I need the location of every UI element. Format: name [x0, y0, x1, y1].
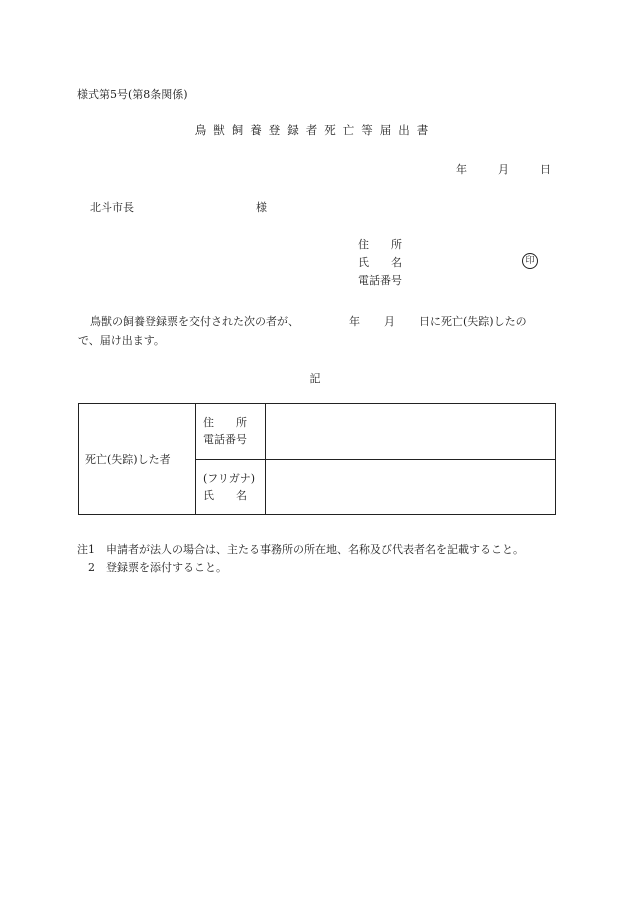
addressee-name: 北斗市長 — [90, 201, 134, 214]
date-year-label: 年 — [456, 163, 467, 176]
form-number: 様式第5号(第8条関係) — [77, 88, 188, 101]
date-day-label: 日 — [540, 163, 551, 176]
date-month-label: 月 — [498, 163, 509, 176]
deceased-name-label: 氏 名 — [203, 488, 247, 502]
deceased-row-label: 死亡(失踪)した者 — [79, 404, 196, 515]
page-title: 鳥獣飼養登録者死亡等届出書 — [194, 123, 436, 137]
applicant-phone-label: 電話番号 — [358, 274, 402, 287]
statement-month: 月 — [384, 315, 395, 328]
date-line — [456, 161, 551, 177]
deceased-phone-label: 電話番号 — [203, 433, 247, 447]
addressee-honorific: 様 — [256, 201, 267, 214]
deceased-address-label: 住 所 — [203, 416, 247, 430]
deceased-address-input[interactable] — [266, 404, 556, 460]
seal-icon: 印 — [522, 253, 538, 269]
ki-heading: 記 — [309, 372, 321, 385]
furigana-name-label-cell — [196, 459, 266, 515]
note-1: 注1 申請者が法人の場合は、主たる事務所の所在地、名称及び代表者名を記載すること。 — [77, 543, 524, 556]
applicant-address-label: 住 所 — [358, 238, 402, 251]
notes — [77, 541, 524, 577]
applicant-block — [358, 236, 402, 290]
statement-line-2: で、届け出ます。 — [78, 334, 165, 347]
statement-line-1 — [90, 313, 527, 329]
statement-text-a: 鳥獣の飼養登録票を交付された次の者が、 — [90, 315, 299, 328]
statement-text-b: 日に死亡(失踪)したの — [419, 315, 527, 328]
deceased-name-input[interactable] — [266, 459, 556, 515]
note-2: 2 登録票を添付すること。 — [88, 561, 227, 574]
deceased-person-table — [78, 403, 556, 515]
applicant-name-label: 氏 名 — [358, 256, 402, 269]
deceased-furigana-label: (フリガナ) — [203, 471, 256, 485]
statement-year: 年 — [349, 315, 360, 328]
address-phone-label-cell — [196, 404, 266, 460]
